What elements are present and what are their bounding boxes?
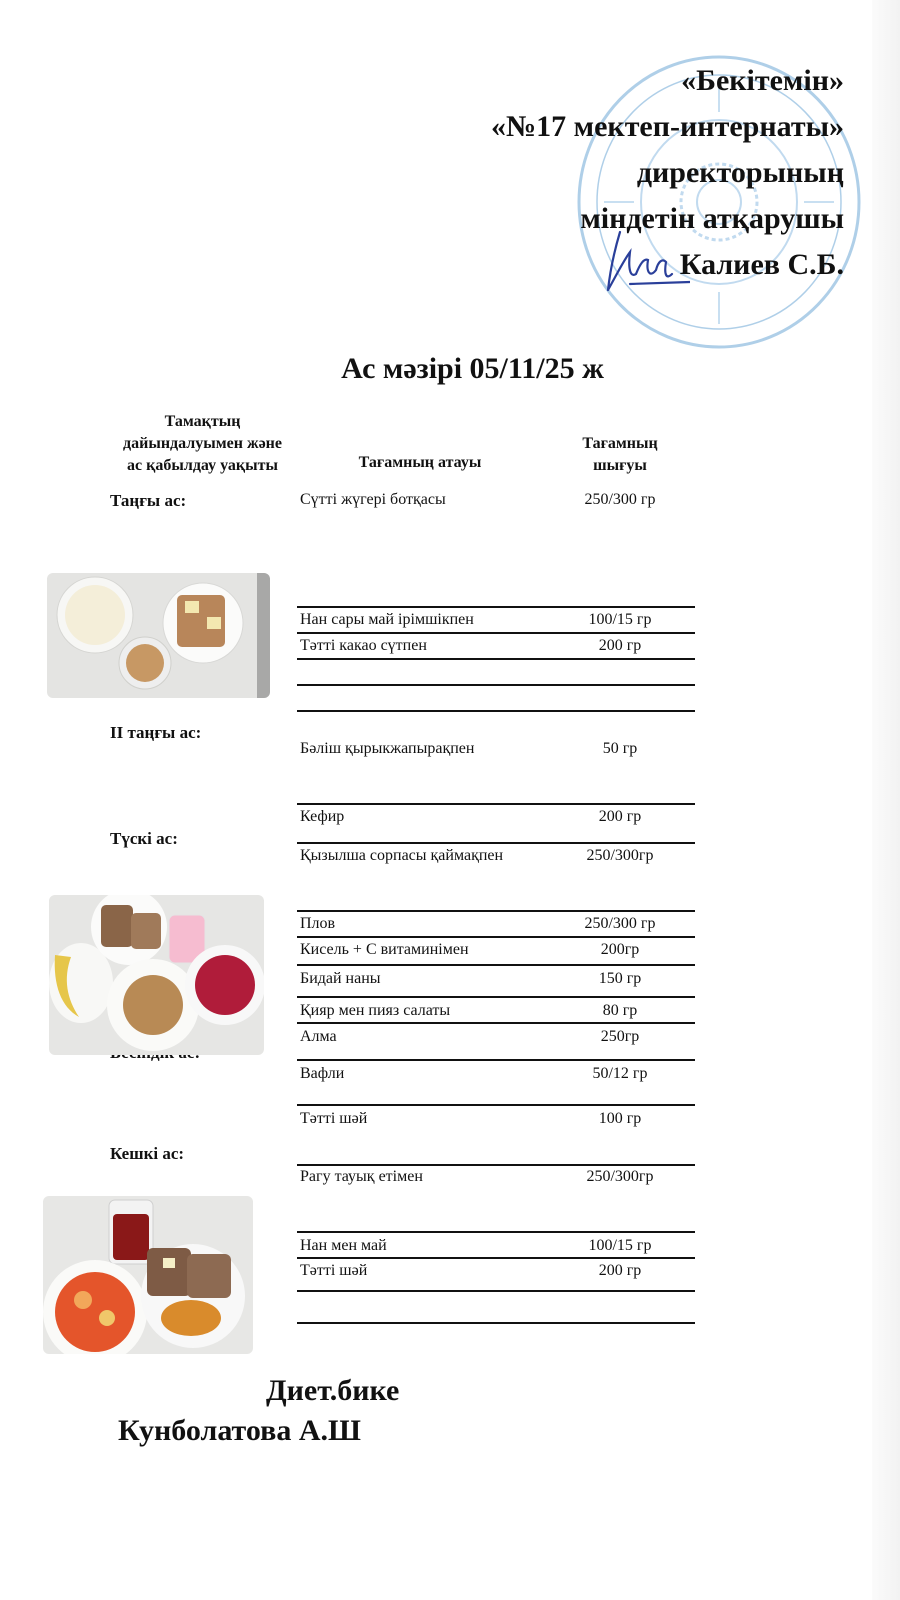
dish-amount: 250/300гр xyxy=(586,1168,654,1185)
dish-amount: 200 гр xyxy=(598,1262,642,1279)
dish-name: Алма xyxy=(300,1028,337,1045)
dish-name: Бәліш қырыкжапырақпен xyxy=(300,740,475,757)
breakfast-photo xyxy=(47,573,270,698)
signature-icon xyxy=(600,222,690,302)
meal-dinner: Кешкі ас: xyxy=(110,1144,185,1163)
approval-line-school: «№17 мектеп-интернаты» xyxy=(491,110,844,143)
dish-amount: 100 гр xyxy=(598,1110,642,1127)
table-rule xyxy=(297,658,695,660)
dish-amount: 50 гр xyxy=(602,740,638,757)
table-rule xyxy=(297,936,695,938)
table-rule xyxy=(297,684,695,686)
meal-breakfast: Таңғы ас: xyxy=(110,491,187,510)
header-dish-name: Тағамның атауы xyxy=(358,454,482,471)
lunch-photo xyxy=(49,895,264,1055)
table-rule xyxy=(297,606,695,608)
header-time-line2: дайындалуымен және xyxy=(123,435,282,452)
dish-amount: 100/15 гр xyxy=(588,611,652,628)
signoff-name: Кунболатова А.Ш xyxy=(118,1414,361,1447)
header-time-line1: Тамақтың xyxy=(164,413,241,430)
page-edge xyxy=(872,0,900,1600)
dish-amount: 250гр xyxy=(600,1028,640,1045)
header-yield-line1: Тағамның xyxy=(582,435,658,452)
header-yield xyxy=(560,433,680,477)
dish-name: Нан мен май xyxy=(300,1237,387,1254)
table-rule xyxy=(297,996,695,998)
dish-name: Тәтті шәй xyxy=(300,1110,368,1127)
table-rule xyxy=(297,1059,695,1061)
dish-amount: 250/300 гр xyxy=(584,491,656,508)
dish-amount: 200гр xyxy=(600,941,640,958)
dish-name: Рагу тауық етімен xyxy=(300,1168,423,1185)
dish-amount: 150 гр xyxy=(598,970,642,987)
header-yield-line2: шығуы xyxy=(593,457,647,474)
dish-name: Кефир xyxy=(300,808,345,825)
page-title: Ас мәзірі 05/11/25 ж xyxy=(341,352,604,385)
dish-name: Бидай наны xyxy=(300,970,381,987)
dish-amount: 250/300гр xyxy=(586,847,654,864)
table-rule xyxy=(297,1290,695,1292)
dish-name: Қияр мен пияз салаты xyxy=(300,1002,451,1019)
approval-line-approve: «Бекітемін» xyxy=(681,64,844,97)
table-rule xyxy=(297,842,695,844)
dinner-photo xyxy=(43,1196,253,1354)
dish-name: Плов xyxy=(300,915,336,932)
table-rule xyxy=(297,1022,695,1024)
table-rule xyxy=(297,710,695,712)
dish-name: Вафли xyxy=(300,1065,345,1082)
approval-line-director: директорының xyxy=(636,156,844,189)
table-rule xyxy=(297,632,695,634)
dish-name: Кисель + С витаминімен xyxy=(300,941,469,958)
dish-name: Тәтті какао сүтпен xyxy=(300,637,427,654)
table-rule xyxy=(297,803,695,805)
dish-amount: 200 гр xyxy=(598,808,642,825)
table-rule xyxy=(297,910,695,912)
approval-line-name: Калиев С.Б. xyxy=(679,248,844,281)
approval-line-acting: міндетін атқарушы xyxy=(580,202,844,235)
table-rule xyxy=(297,1164,695,1166)
dish-name: Сүтті жүгері ботқасы xyxy=(300,491,446,508)
signoff-role: Диет.бике xyxy=(266,1374,400,1407)
dish-amount: 80 гр xyxy=(602,1002,638,1019)
table-rule xyxy=(297,1231,695,1233)
header-time xyxy=(100,411,305,477)
dish-name: Нан сары май ірімшікпен xyxy=(300,611,474,628)
header-time-line3: ас қабылдау уақыты xyxy=(127,457,278,474)
dish-name: Қызылша сорпасы қаймақпен xyxy=(300,847,504,864)
dish-amount: 200 гр xyxy=(598,637,642,654)
table-rule xyxy=(297,1104,695,1106)
dish-name: Тәтті шәй xyxy=(300,1262,368,1279)
dish-amount: 250/300 гр xyxy=(584,915,656,932)
dish-amount: 100/15 гр xyxy=(588,1237,652,1254)
meal-lunch: Түскі ас: xyxy=(110,829,178,848)
meal-second-breakfast: ІІ таңғы ас: xyxy=(110,723,202,742)
table-rule xyxy=(297,1322,695,1324)
dish-amount: 50/12 гр xyxy=(592,1065,648,1082)
table-rule xyxy=(297,1257,695,1259)
table-rule xyxy=(297,964,695,966)
